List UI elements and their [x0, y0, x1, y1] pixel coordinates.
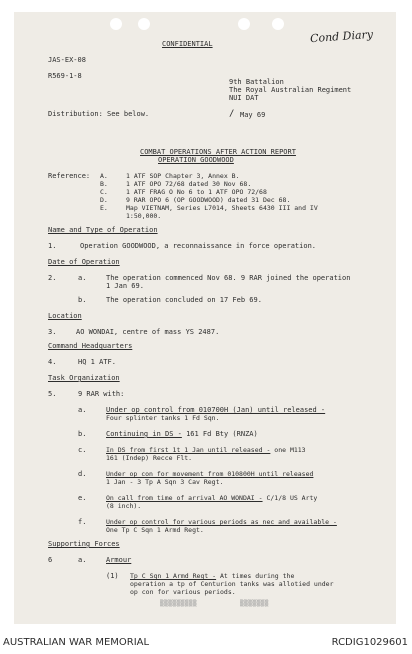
task-detail: Four splinter tanks 1 Fd Sqn.: [106, 414, 220, 422]
reference-key: E.: [100, 204, 108, 212]
sender-battalion: 9th Battalion: [229, 78, 284, 86]
task-line: [106, 446, 306, 454]
armour-heading: Tp C Sqn 1 Armd Regt -: [130, 572, 217, 580]
reference-key: D.: [100, 196, 108, 204]
archive-name: AUSTRALIAN WAR MEMORIAL: [3, 637, 150, 648]
task-key: a.: [78, 406, 87, 414]
task-heading: On call from time of arrival AO WONDAI -: [106, 494, 263, 502]
task-line: [106, 494, 317, 502]
section-heading: Location: [48, 312, 82, 320]
section-heading: Task Organization: [48, 374, 120, 382]
reference-text: 1 ATF FRAG O No 6 to 1 ATF OPO 72/68: [126, 188, 267, 196]
file-reference: JAS-EX-08: [48, 56, 86, 64]
task-detail: One Tp C Sqn 1 Armd Regt.: [106, 526, 204, 534]
date-line: May 69: [240, 111, 266, 119]
reference-text: 1 ATF SOP Chapter 3, Annex B.: [126, 172, 240, 180]
handwritten-annotation: Cond Diary: [309, 27, 374, 46]
section-heading: Command Headquarters: [48, 342, 133, 350]
subparagraph-key: a.: [78, 556, 87, 564]
task-detail: 161 Fd Bty (RNZA): [181, 430, 258, 438]
task-heading: Under op control from 010700H (Jan) until released -: [106, 406, 326, 414]
archive-id: RCDIG1029601: [331, 637, 408, 648]
operation-name: OPERATION GOODWOOD: [158, 156, 234, 164]
task-key: b.: [78, 430, 87, 438]
task-heading: Continuing in DS -: [106, 430, 182, 438]
paragraph-number: 1.: [48, 242, 57, 250]
distribution-line: Distribution: See below.: [48, 110, 150, 118]
item-key: (1): [106, 572, 119, 580]
archive-footer: [0, 624, 412, 654]
date-mark: /: [229, 109, 235, 119]
paragraph-number: 2.: [48, 274, 57, 282]
punch-hole: [238, 18, 250, 30]
paragraph-text: Operation GOODWOOD, a reconnaissance in force operation.: [80, 242, 317, 250]
task-key: e.: [78, 494, 87, 502]
task-detail: 161 (Indep) Recce Flt.: [106, 454, 193, 462]
punch-hole: [272, 18, 284, 30]
file-reference: R569-1-8: [48, 72, 82, 80]
armour-line: [130, 572, 294, 580]
faded-stamp: ▒▒▒▒▒▒▒▒▒: [160, 600, 198, 607]
paragraph-text: 1 Jan 69.: [106, 282, 144, 290]
armour-text: operation a tp of Centurion tanks was allotied under: [130, 580, 334, 588]
reference-text: 1:50,000.: [126, 212, 162, 220]
task-line: [106, 430, 258, 438]
paragraph-text: The operation concluded on 17 Feb 69.: [106, 296, 262, 304]
section-heading: Supporting Forces: [48, 540, 120, 548]
reference-key: C.: [100, 188, 108, 196]
faded-stamp: ▒▒▒▒▒▒▒: [240, 600, 269, 607]
classification-header: CONFIDENTIAL: [162, 40, 213, 48]
paragraph-text: 9 RAR with:: [78, 390, 125, 398]
task-key: d.: [78, 470, 87, 478]
subsection-heading: Armour: [106, 556, 132, 564]
paragraph-number: 4.: [48, 358, 57, 366]
task-key: c.: [78, 446, 87, 454]
reference-key: A.: [100, 172, 108, 180]
sender-regiment: The Royal Australian Regiment: [229, 86, 352, 94]
task-detail: 1 Jan - 3 Tp A Sqn 3 Cav Regt.: [106, 478, 224, 486]
task-detail: (8 inch).: [106, 502, 142, 510]
task-detail: C/1/8 US Arty: [262, 494, 318, 502]
paragraph-text: AO WONDAI, centre of mass YS 2487.: [76, 328, 220, 336]
punch-hole: [110, 18, 122, 30]
paragraph-number: 6: [48, 556, 53, 564]
reference-text: Map VIETNAM, Series L7014, Sheets 6430 III and IV: [126, 204, 318, 212]
subparagraph-key: a.: [78, 274, 87, 282]
task-key: f.: [78, 518, 87, 526]
paragraph-text: The operation commenced Nov 68. 9 RAR joined the operation: [106, 274, 351, 282]
task-detail: one M113: [270, 446, 306, 454]
sender-location: NUI DAT: [229, 94, 259, 102]
section-heading: Date of Operation: [48, 258, 120, 266]
armour-text: At times during the: [216, 572, 295, 580]
reference-key: B.: [100, 180, 108, 188]
task-heading: Under op con for movement from 010800H until released: [106, 470, 314, 478]
punch-hole: [138, 18, 150, 30]
armour-text: op con for various periods.: [130, 588, 236, 596]
report-title: COMBAT OPERATIONS AFTER ACTION REPORT: [140, 148, 296, 156]
reference-text: 1 ATF OPO 72/68 dated 30 Nov 68.: [126, 180, 252, 188]
paragraph-text: HQ 1 ATF.: [78, 358, 116, 366]
reference-label: Reference:: [48, 172, 91, 180]
task-heading: In DS from first 1t 1 Jan until released -: [106, 446, 271, 454]
section-heading: Name and Type of Operation: [48, 226, 158, 234]
reference-text: 9 RAR OPO 6 (OP GOODWOOD) dated 31 Dec 68.: [126, 196, 291, 204]
task-heading: Under op control for various periods as nec and available -: [106, 518, 337, 526]
paragraph-number: 5.: [48, 390, 57, 398]
subparagraph-key: b.: [78, 296, 87, 304]
paragraph-number: 3.: [48, 328, 57, 336]
